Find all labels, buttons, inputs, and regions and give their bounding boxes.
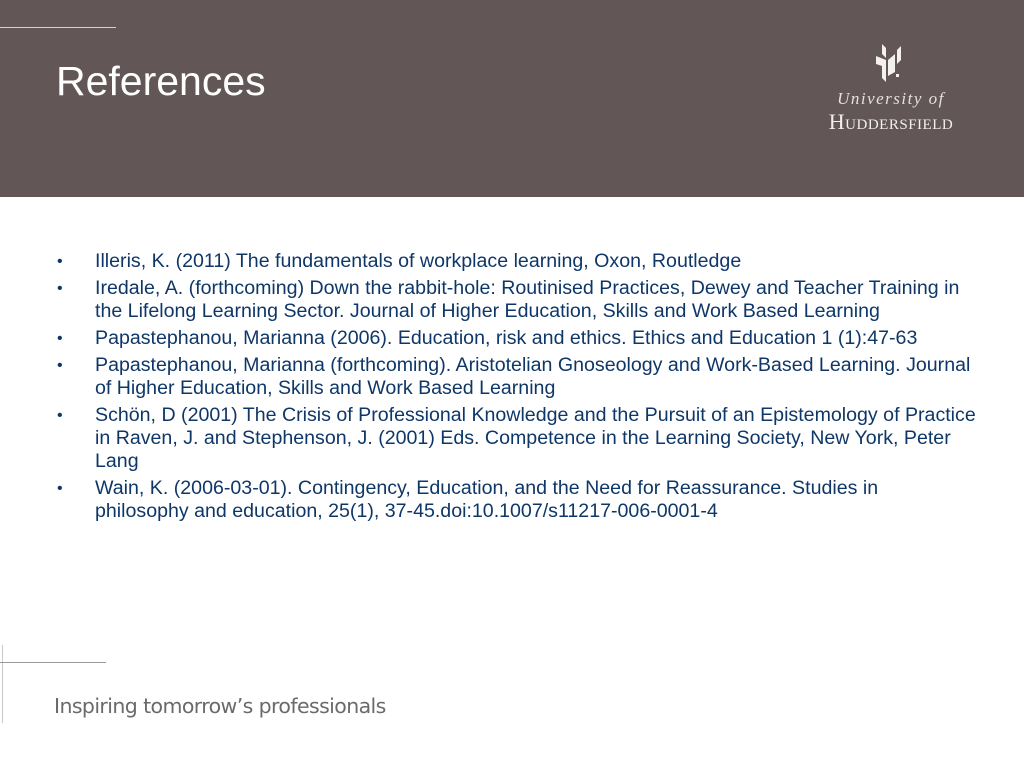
- reference-text: Papastephanou, Marianna (forthcoming). Aristotelian Gnoseology and Work-Based Learning. Journal of Higher Education, Skills and Work Based Learning: [95, 354, 971, 399]
- reference-item: [56, 354, 976, 400]
- logo-text-huddersfield: Huddersfield: [828, 109, 954, 134]
- bullet-icon: •: [57, 330, 63, 347]
- reference-item: [56, 404, 976, 473]
- bullet-icon: •: [57, 253, 63, 270]
- reference-text: Wain, K. (2006-03-01). Contingency, Education, and the Need for Reassurance. Studies in philosophy and education, 25(1), 37-45.doi:10.1007/s11217-006-0001-4: [95, 477, 879, 522]
- reference-text: Schön, D (2001) The Crisis of Professional Knowledge and the Pursuit of an Epistemology of Practice in Raven, J. and Stephenson, J. (2001) Eds. Competence in the Learning Society, New York, Peter Lang: [95, 404, 976, 472]
- logo-text-university-of: University of: [837, 89, 945, 108]
- reference-text: Papastephanou, Marianna (2006). Education, risk and ethics. Ethics and Education 1 (1):47-63: [95, 327, 918, 349]
- bullet-icon: •: [57, 357, 63, 374]
- header-divider: [0, 27, 116, 28]
- footer-vertical-divider: [2, 645, 3, 723]
- reference-text: Illeris, K. (2011) The fundamentals of workplace learning, Oxon, Routledge: [95, 250, 742, 272]
- footer-horizontal-divider: [0, 662, 106, 663]
- reference-item: [56, 327, 976, 350]
- reference-item: [56, 477, 976, 523]
- bullet-icon: •: [57, 407, 63, 424]
- header-banner: [0, 0, 1024, 197]
- footer-tagline: Inspiring tomorrow’s professionals: [54, 694, 386, 718]
- page-title: References: [56, 58, 266, 104]
- reference-text: Iredale, A. (forthcoming) Down the rabbit-hole: Routinised Practices, Dewey and Teacher Training in the Lifelong Learning Sector. Journal of Higher Education, Skills and Work Based Learning: [95, 277, 960, 322]
- bullet-icon: •: [57, 480, 63, 497]
- bullet-icon: •: [57, 280, 63, 297]
- reference-item: [56, 277, 976, 323]
- reference-list: [56, 250, 976, 527]
- university-logo: [806, 38, 976, 138]
- university-crest-icon: [873, 42, 903, 84]
- reference-item: [56, 250, 976, 273]
